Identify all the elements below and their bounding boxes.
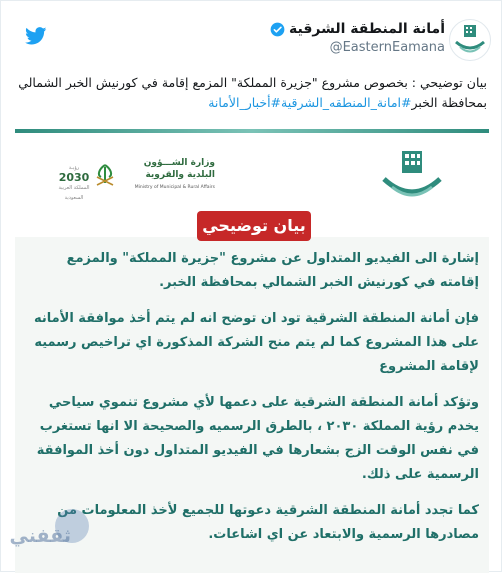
vision-label: رؤيـة [68,165,80,171]
avatar[interactable] [449,19,491,61]
statement-paragraph: وتؤكد أمانة المنطقة الشرقية على دعمها لأي مشروع تنموي سياحي يخدم رؤية المملكة ٢٠٣٠ ، بالطرق الرسميه والصحيحة الا انها تستغرب في نفس الوقت الزج بشعارها في الفيديو المتداول دون أخذ الموافقة الرسمية على ذلك. [36,395,479,482]
hashtag-link[interactable]: #امانة_المنطقه_الشرقية [281,95,412,110]
statement-paragraph: كما تجدد أمانة المنطقة الشرقية دعوتها للجميع لأخذ المعلومات من مصادرها الرسمية والابتعاد عن اي اشاعات. [57,503,479,542]
vision-2030-logo [57,163,91,203]
image-header [15,129,489,237]
vision-year: 2030 [58,171,90,184]
ministry-title: وزارة الشـــؤون البلدية والقروية [143,158,215,180]
tweet-body: بيان توضيحي : بخصوص مشروع "جزيرة المملكة" المزمع إقامة في كورنيش الخبر الشمالي بمحافظة الخبر [18,75,487,110]
statement-paragraph: إشارة الى الفيديو المتداول عن مشروع "جزيرة المملكة" والمزمع إقامته في كورنيش الخبر الشمالي بمحافظة الخبر. [66,251,479,290]
vision-subtitle: المملكة العربية السعودية [58,185,90,201]
account-name-row[interactable] [270,21,445,37]
account-name[interactable]: أمانة المنطقة الشرقية [289,21,445,37]
account-header[interactable] [270,21,445,55]
statement-banner: بيان توضيحي [197,211,311,241]
ministry-subtitle: Ministry of Municipal & Rural Affairs [134,185,215,190]
statement-body [25,247,479,559]
amana-logo-icon [450,20,490,60]
tweet-text [15,73,487,113]
twitter-bird-icon[interactable] [25,27,47,45]
attached-image[interactable] [15,129,489,573]
hashtag-link[interactable]: #أخبار_الأمانة [208,95,282,110]
watermark: ثقفني [9,525,71,547]
account-handle[interactable]: @EasternEamana [329,40,445,55]
verified-badge-icon [270,22,285,37]
amana-logo-icon [380,149,444,205]
decorative-stripe [15,129,489,133]
ministry-logo-block [55,149,215,209]
palm-emblem-icon [93,161,117,191]
statement-paragraph: فإن أمانة المنطقة الشرقية تود ان توضح انه لم يتم أخذ موافقة الأمانه على هذا المشروع كما لم يتم منح الشركة المذكورة اي تراخيص رسميه لإقامة المشروع [33,311,479,374]
